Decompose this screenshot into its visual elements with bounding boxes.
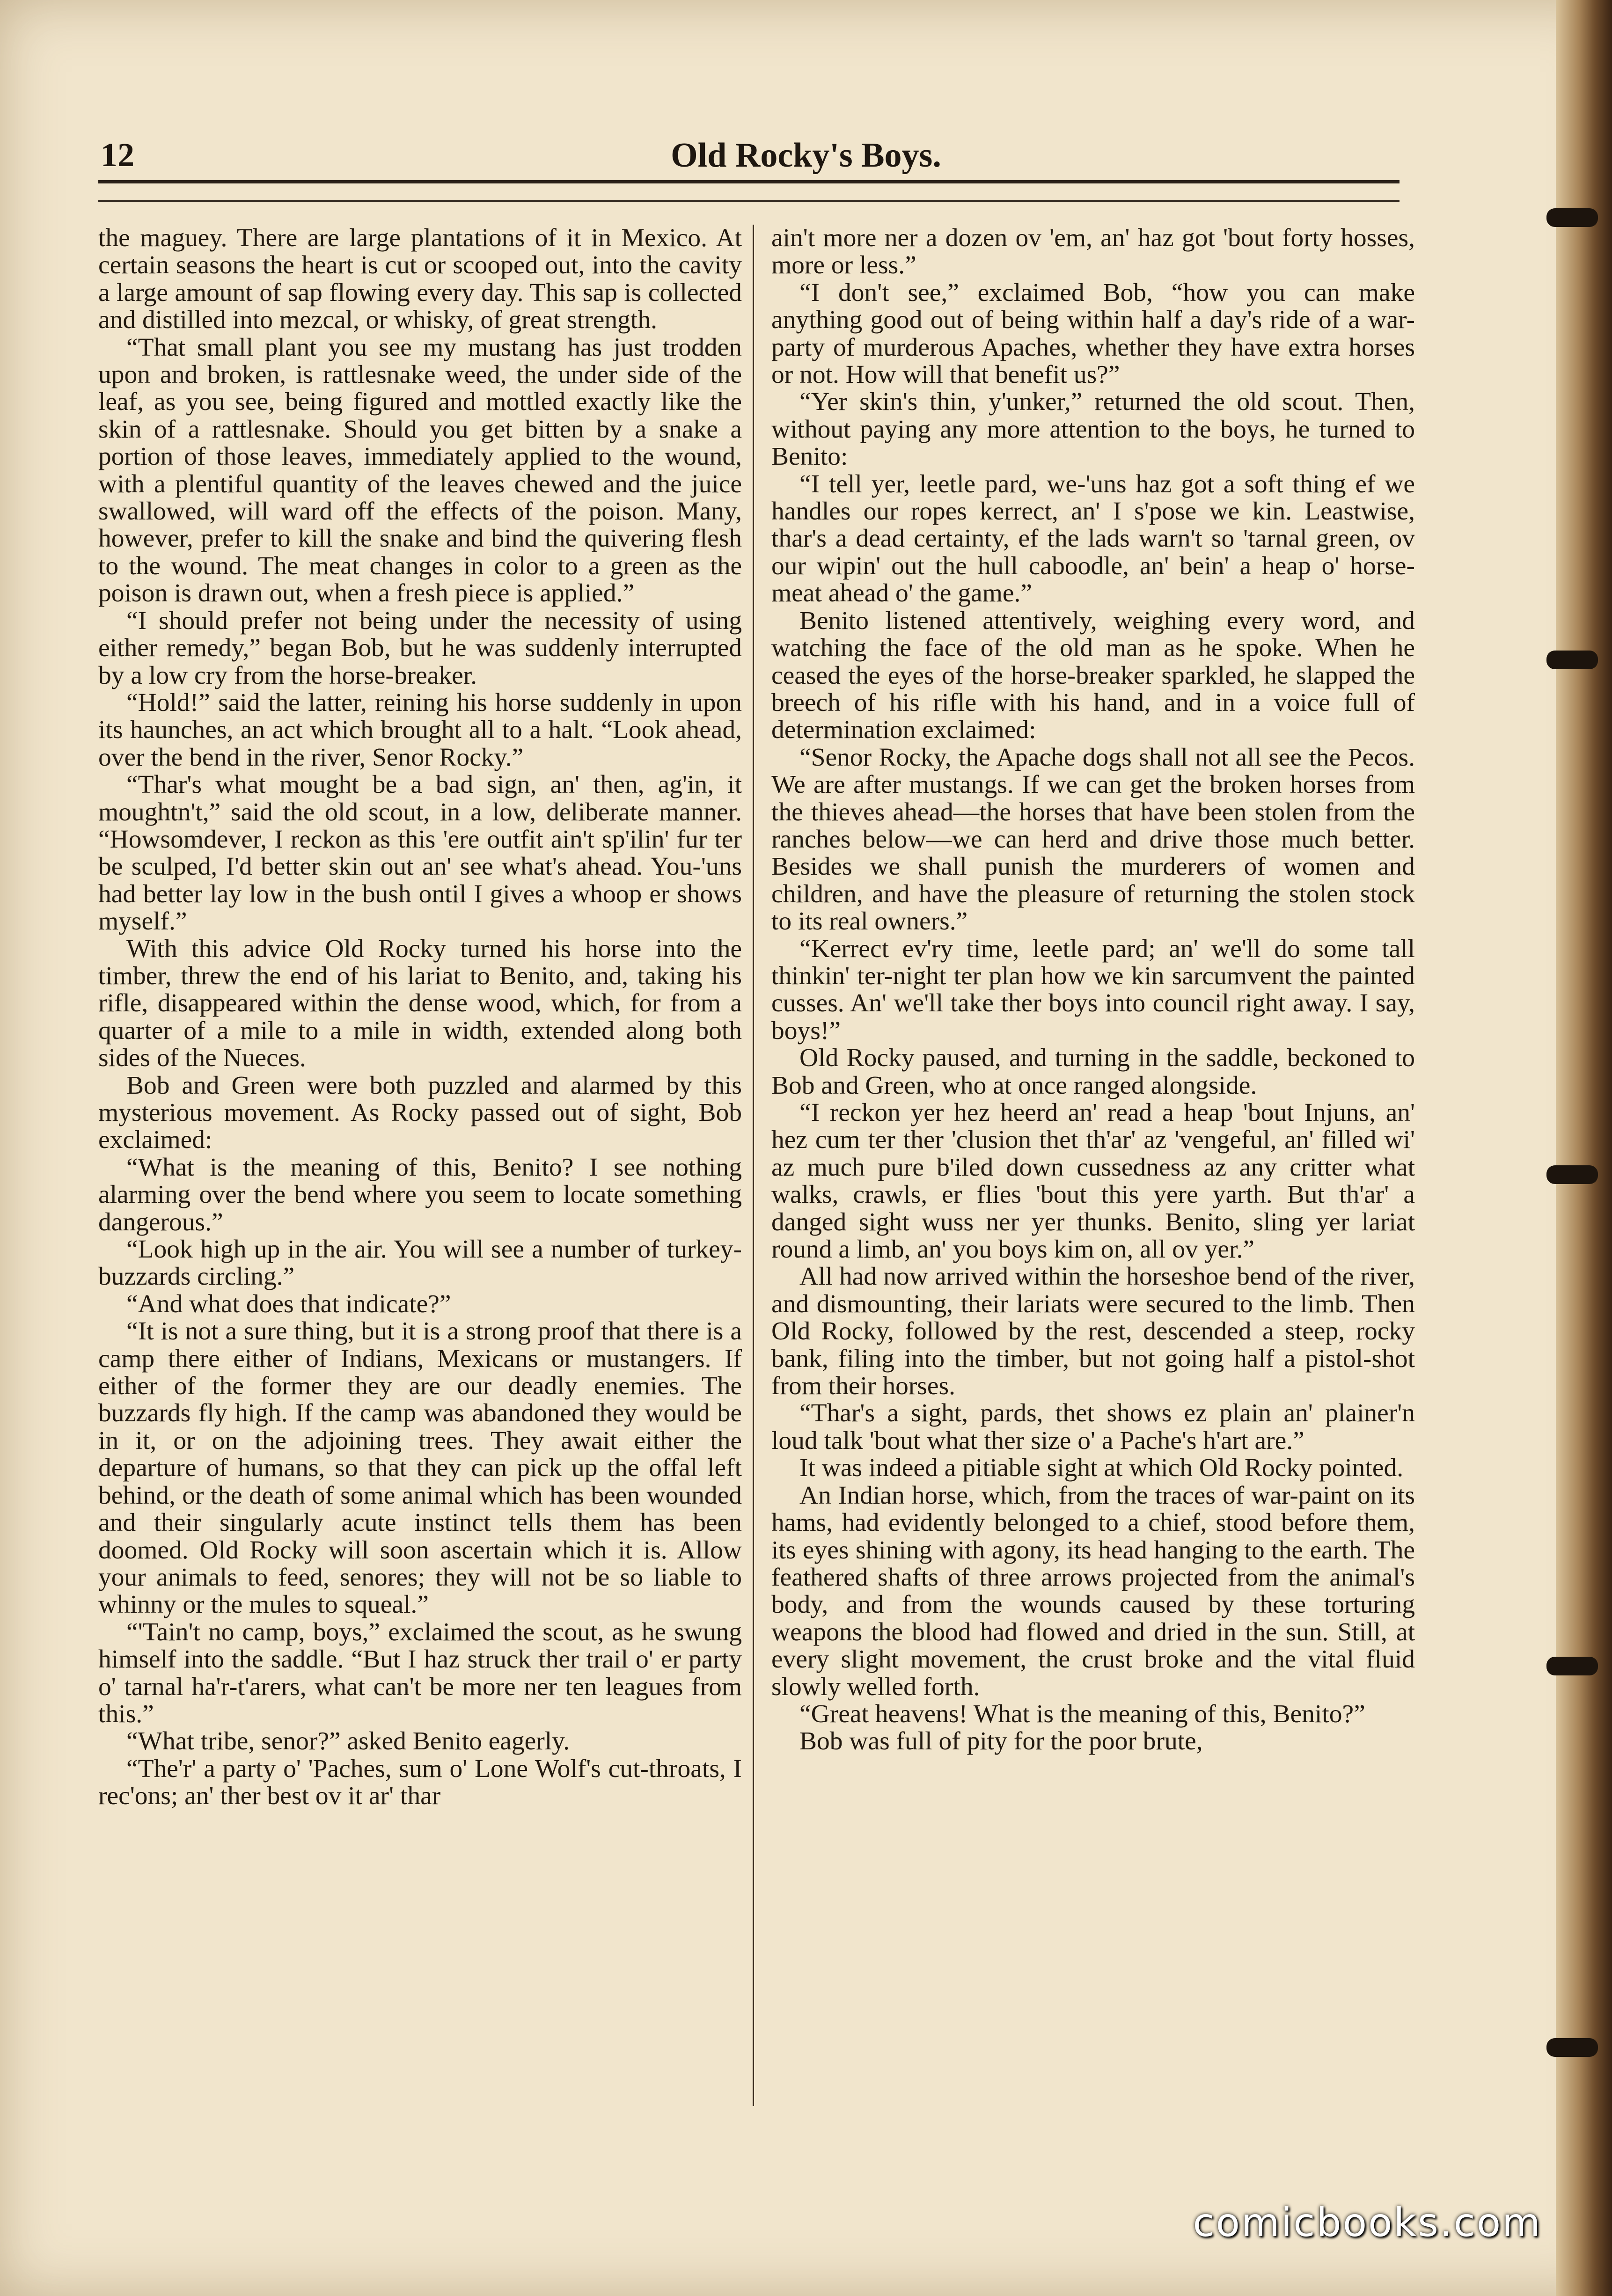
- binding-stitch: [1546, 651, 1598, 669]
- paragraph: “Thar's a sight, pards, thet shows ez plain an' plainer'n loud talk 'bout what ther size o' a Pache's h'art are.”: [771, 1399, 1415, 1455]
- paragraph: “Great heavens! What is the meaning of this, Benito?”: [799, 1699, 1365, 1728]
- paragraph: “I tell yer, leetle pard, we-'uns haz got a soft thing ef we handles our ropes kerrect, an' I s'pose we kin. Leastwise, thar's a dead certainty, ef the lads warn't so 'tarnal green, ov our wipin' out the hull caboodle, an' bein' a heap o' horse-meat ahead o' the game.”: [771, 469, 1415, 608]
- paragraph: “It is not a sure thing, but it is a strong proof that there is a camp there either of Indians, Mexicans or mustangers. If either of the former they are our deadly enemies. The buzzards fly high. If the camp was abandoned they would be in it, or on the adjoining trees. They await either the departure of humans, so that they can pick up the offal left behind, or the death of some animal which has been wounded and their singularly acute instinct tells them has been doomed. Old Rocky will soon ascertain which it is. Allow your animals to feed, senores; they will not be so liable to whinny or the mules to squeal.”: [98, 1317, 742, 1619]
- paragraph: All had now arrived within the horseshoe bend of the river, and dismounting, their lariats were secured to the limb. Then Old Rocky, followed by the rest, descended a steep, rocky bank, filing into the timber, but not going half a pistol-shot from their horses.: [771, 1262, 1415, 1401]
- paragraph: “I should prefer not being under the necessity of using either remedy,” began Bob, but he was suddenly interrupted by a low cry from the horse-breaker.: [98, 606, 742, 690]
- paragraph: Benito listened attentively, weighing every word, and watching the face of the old man as he spoke. When he ceased the eyes of the horse-breaker sparkled, he slapped the breech of his rifle with his hand, and in a voice full of determination exclaimed:: [771, 606, 1415, 745]
- right-column: [771, 225, 1415, 2097]
- paragraph: Bob was full of pity for the poor brute,: [799, 1727, 1203, 1756]
- watermark: comicbooks.com: [1193, 2200, 1542, 2245]
- paragraph: “The'r' a party o' 'Paches, sum o' Lone Wolf's cut-throats, I rec'ons; an' ther best ov it ar' thar: [98, 1754, 742, 1811]
- paragraph: Bob and Green were both puzzled and alarmed by this mysterious movement. As Rocky passed out of sight, Bob exclaimed:: [98, 1071, 742, 1155]
- binding-stitch: [1546, 1165, 1598, 1184]
- paragraph: “What is the meaning of this, Benito? I see nothing alarming over the bend where you seem to locate something dangerous.”: [98, 1153, 742, 1236]
- paragraph: “What tribe, senor?” asked Benito eagerly.: [126, 1727, 570, 1756]
- paragraph: “Kerrect ev'ry time, leetle pard; an' we'll do some tall thinkin' ter-night ter plan how we kin sarcumvent the painted cusses. An' we'll take ther boys into council right away. I say, boys!”: [771, 934, 1415, 1045]
- binding-stitch: [1546, 2038, 1598, 2057]
- header-rule: [98, 180, 1400, 183]
- column-divider: [753, 225, 754, 2106]
- paragraph: ain't more ner a dozen ov 'em, an' haz got 'bout forty hosses, more or less.”: [771, 225, 1415, 280]
- paragraph: “Look high up in the air. You will see a number of turkey-buzzards circling.”: [98, 1235, 742, 1291]
- paragraph: “And what does that indicate?”: [126, 1289, 451, 1318]
- binding-stitch: [1546, 1657, 1598, 1675]
- paragraph: “Hold!” said the latter, reining his horse suddenly in upon its haunches, an act which brought all to a halt. “Look ahead, over the bend in the river, Senor Rocky.”: [98, 688, 742, 772]
- paragraph: the maguey. There are large plantations of it in Mexico. At certain seasons the heart is cut or scooped out, into the cavity a large amount of sap flowing every day. This sap is collected and distilled into mezcal, or whisky, of great strength.: [98, 225, 742, 335]
- page-number: 12: [101, 136, 134, 174]
- running-head-title: Old Rocky's Boys.: [671, 136, 941, 175]
- paragraph: “Senor Rocky, the Apache dogs shall not all see the Pecos. We are after mustangs. If we can get the broken horses from the thieves ahead—the horses that have been stolen from the ranches below—we can herd and drive those much better. Besides we shall punish the murderers of women and children, and have the pleasure of returning the stolen stock to its real owners.”: [771, 743, 1415, 936]
- paragraph: An Indian horse, which, from the traces of war-paint on its hams, had evidently belonged to a chief, stood before them, its eyes shining with agony, its head hanging to the earth. The feathered shafts of three arrows projected from the animal's body, and from the wounds caused by these torturing weapons the blood had flowed and dried in the sun. Still, at every slight movement, the crust broke and the vital fluid slowly welled forth.: [771, 1481, 1415, 1701]
- binding-stitch: [1546, 208, 1598, 227]
- paragraph: It was indeed a pitiable sight at which Old Rocky pointed.: [799, 1454, 1404, 1483]
- paragraph: “That small plant you see my mustang has just trodden upon and broken, is rattlesnake weed, the under side of the leaf, as you see, being figured and mottled exactly like the skin of a rattlesnake. Should you get bitten by a snake a portion of those leaves, immediately applied to the wound, with a plentiful quantity of the leaves chewed and the juice swallowed, will ward off the effects of the poison. Many, however, prefer to kill the snake and bind the quivering flesh to the wound. The meat changes in color to a green as the poison is drawn out, when a fresh piece is applied.”: [98, 333, 742, 608]
- paragraph: “Yer skin's thin, y'unker,” returned the old scout. Then, without paying any more attention to the boys, he turned to Benito:: [771, 388, 1415, 471]
- paragraph: “Thar's what mought be a bad sign, an' then, ag'in, it moughtn't,” said the old scout, in a low, deliberate manner. “Howsomdever, I reckon as this 'ere outfit ain't sp'ilin' fur ter be sculped, I'd better skin out an' see what's ahead. You-'uns had better lay low in the bush ontil I gives a whoop er shows myself.”: [98, 770, 742, 936]
- page-binding: [1556, 0, 1612, 2296]
- paragraph: With this advice Old Rocky turned his horse into the timber, threw the end of his lariat to Benito, and, taking his rifle, disappeared within the dense wood, which, for from a quarter of a mile to a mile in width, extended along both sides of the Nueces.: [98, 934, 742, 1073]
- paragraph: Old Rocky paused, and turning in the saddle, beckoned to Bob and Green, who at once ranged alongside.: [771, 1044, 1415, 1100]
- paragraph: “I reckon yer hez heerd an' read a heap 'bout Injuns, an' hez cum ter ther 'clusion thet th'ar' az 'vengeful, an' filled wi' az much pure b'iled down cussedness az any critter what walks, crawls, er flies 'bout this yere yarth. But th'ar' a danged sight wuss ner yer thunks. Benito, sling yer lariat round a limb, an' you boys kim on, all ov yer.”: [771, 1098, 1415, 1264]
- paragraph: “'Tain't no camp, boys,” exclaimed the scout, as he swung himself into the saddle. “But I haz struck ther trail o' er party o' tarnal ha'r-t'arers, what can't be more ner ten leagues from this.”: [98, 1617, 742, 1728]
- header-rule-thin: [98, 200, 1400, 202]
- paragraph: “I don't see,” exclaimed Bob, “how you can make anything good out of being within half a day's ride of a war-party of murderous Apaches, whether they have extra horses or not. How will that benefit us?”: [771, 278, 1415, 389]
- left-column: [98, 225, 742, 2097]
